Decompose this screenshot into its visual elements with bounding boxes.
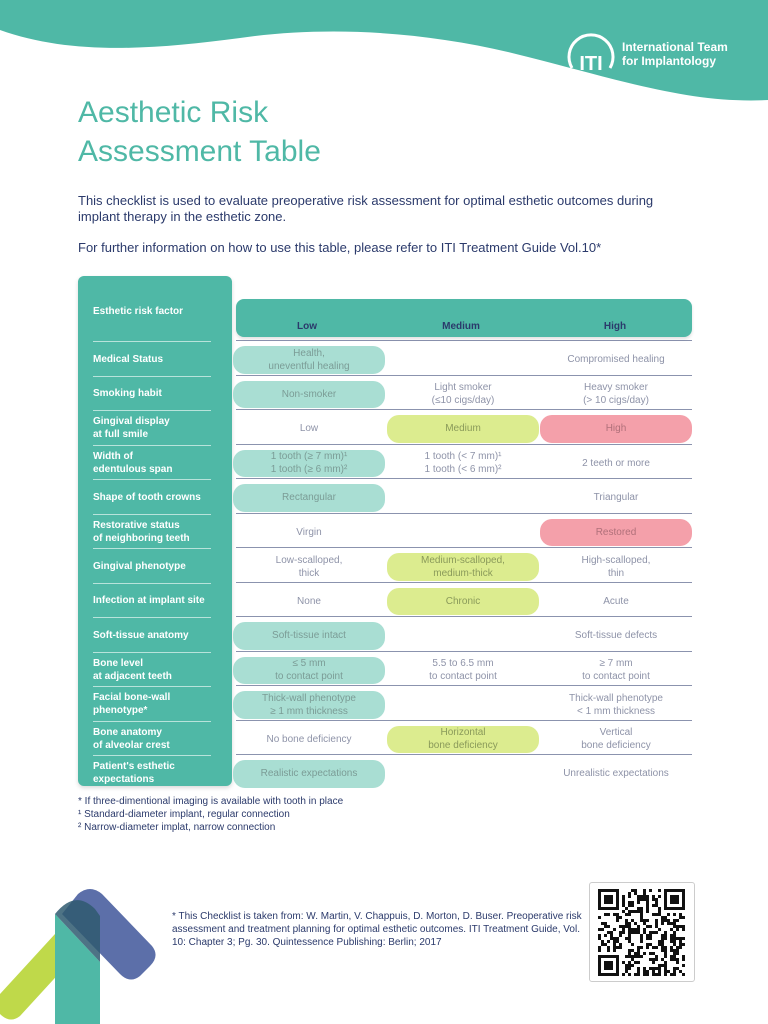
risk-cell-medium: Medium-scalloped, medium-thick: [387, 553, 539, 581]
risk-factor-label: Shape of tooth crowns: [93, 491, 201, 503]
logo-text: [622, 40, 728, 68]
risk-factor-panel: [78, 276, 232, 786]
risk-factor-label: Bone anatomy of alveolar crest: [93, 726, 170, 751]
risk-factor-label: Bone level at adjacent teeth: [93, 657, 172, 682]
row-divider: [236, 651, 692, 652]
row-divider: [236, 340, 692, 341]
risk-cell-high: Compromised healing: [567, 354, 665, 366]
qr-code[interactable]: [589, 882, 695, 982]
title-line1: Aesthetic Risk: [78, 96, 269, 129]
intro-paragraph-1: This checklist is used to evaluate preoperative risk assessment for optimal esthetic outcomes during implant therapy in the esthetic zone.: [78, 193, 654, 224]
risk-cell-low: Non-smoker: [233, 381, 385, 409]
risk-cell-low: No bone deficiency: [266, 733, 352, 745]
footnote-2: ¹ Standard-diameter implant, regular connection: [78, 809, 290, 820]
risk-cell-low: Soft-tissue intact: [233, 622, 385, 650]
logo-text-line1: International Team: [622, 40, 728, 54]
risk-cell-medium: Chronic: [387, 588, 539, 616]
citation-text: * This Checklist is taken from: W. Martin, V. Chappuis, D. Morton, D. Buser. Preoperative risk assessment and treatment planning for optimal esthetic outcomes. ITI Treatment Guide, Vol. 10: Chapter 3; Pg. 30. Quintessence Publishing: Berlin; 2017: [172, 911, 582, 948]
footnote-3: ² Narrow-diameter implat, narrow connection: [78, 822, 276, 833]
risk-cell-low: Health, uneventful healing: [233, 346, 385, 374]
logo-mark-text: ITI: [579, 53, 603, 75]
risk-factor-label: Restorative status of neighboring teeth: [93, 519, 190, 544]
risk-cell-low: Rectangular: [233, 484, 385, 512]
risk-cell-medium: [387, 519, 539, 547]
row-divider: [236, 513, 692, 514]
row-divider: [236, 685, 692, 686]
column-medium: Medium: [442, 321, 480, 332]
risk-factor-label: Gingival phenotype: [93, 560, 186, 572]
risk-cell-high: ≥ 7 mm to contact point: [582, 658, 650, 683]
risk-cell-low: Realistic expectations: [233, 760, 385, 788]
risk-cell-high: Vertical bone deficiency: [581, 727, 651, 752]
intro-paragraph-2: For further information on how to use this table, please refer to ITI Treatment Guide Vol.10*: [78, 240, 602, 255]
risk-cell-medium: Medium: [387, 415, 539, 443]
column-high: High: [603, 321, 627, 332]
risk-cell-medium: [387, 691, 539, 719]
row-divider: [236, 754, 692, 755]
risk-cell-medium: [387, 346, 539, 374]
risk-cell-low: Low-scalloped, thick: [275, 554, 343, 579]
risk-cell-high: Unrealistic expectations: [563, 768, 669, 780]
footnotes: [78, 795, 343, 834]
risk-cell-low: Virgin: [296, 526, 322, 538]
risk-cell-low: Low: [299, 423, 319, 435]
risk-cell-medium: [387, 484, 539, 512]
factor-header: Esthetic risk factor: [93, 305, 184, 317]
row-divider: [236, 478, 692, 479]
risk-cell-high: Acute: [603, 595, 629, 607]
risk-cell-medium: Light smoker (≤10 cigs/day): [431, 382, 495, 407]
risk-cell-high: High-scalloped, thin: [581, 554, 651, 579]
risk-factor-label: Soft-tissue anatomy: [93, 629, 189, 641]
row-divider: [236, 616, 692, 617]
qr-code-image: [590, 883, 694, 981]
risk-cell-low: Thick-wall phenotype ≥ 1 mm thickness: [233, 691, 385, 719]
risk-cell-low: 1 tooth (≥ 7 mm)¹ 1 tooth (≥ 6 mm)²: [233, 450, 385, 478]
column-low: Low: [297, 321, 317, 332]
risk-factor-label: Gingival display at full smile: [93, 416, 170, 441]
risk-cell-high: High: [540, 415, 692, 443]
row-divider: [236, 720, 692, 721]
risk-cell-high: Thick-wall phenotype < 1 mm thickness: [569, 692, 663, 717]
risk-cell-high: Restored: [540, 519, 692, 547]
page-title: [78, 93, 321, 171]
intro-text: [78, 193, 678, 271]
risk-cell-low: None: [297, 595, 321, 607]
risk-cell-medium: Horizontal bone deficiency: [387, 726, 539, 754]
risk-cell-medium: [387, 622, 539, 650]
risk-cell-high: 2 teeth or more: [582, 457, 650, 469]
row-divider: [236, 444, 692, 445]
column-header-bar: [236, 299, 692, 337]
iti-logo-mark: [566, 32, 616, 76]
risk-cell-high: Triangular: [593, 492, 639, 504]
row-divider: [236, 547, 692, 548]
risk-cell-medium: [387, 760, 539, 788]
row-divider: [236, 582, 692, 583]
risk-cell-low: ≤ 5 mm to contact point: [233, 657, 385, 685]
risk-factor-label: Infection at implant site: [93, 595, 205, 607]
risk-factor-label: Facial bone-wall phenotype*: [93, 692, 171, 717]
risk-factor-label: Width of edentulous span: [93, 450, 173, 475]
decorative-arrow-logo: [0, 884, 160, 1024]
iti-logo[interactable]: [566, 32, 728, 76]
row-divider: [236, 375, 692, 376]
risk-cell-medium: 1 tooth (< 7 mm)¹ 1 tooth (< 6 mm)²: [424, 451, 502, 476]
risk-factor-label: Medical Status: [93, 353, 164, 365]
risk-cell-high: Heavy smoker (> 10 cigs/day): [583, 382, 649, 407]
row-divider: [236, 409, 692, 410]
risk-cell-medium: 5.5 to 6.5 mm to contact point: [429, 658, 497, 683]
risk-factor-label: Patient's esthetic expectations: [93, 761, 175, 786]
risk-factor-label: Smoking habit: [93, 388, 162, 400]
footnote-1: * If three-dimentional imaging is available with tooth in place: [78, 796, 344, 807]
title-line2: Assessment Table: [78, 135, 321, 168]
logo-text-line2: for Implantology: [622, 54, 716, 68]
risk-cell-high: Soft-tissue defects: [574, 630, 658, 642]
